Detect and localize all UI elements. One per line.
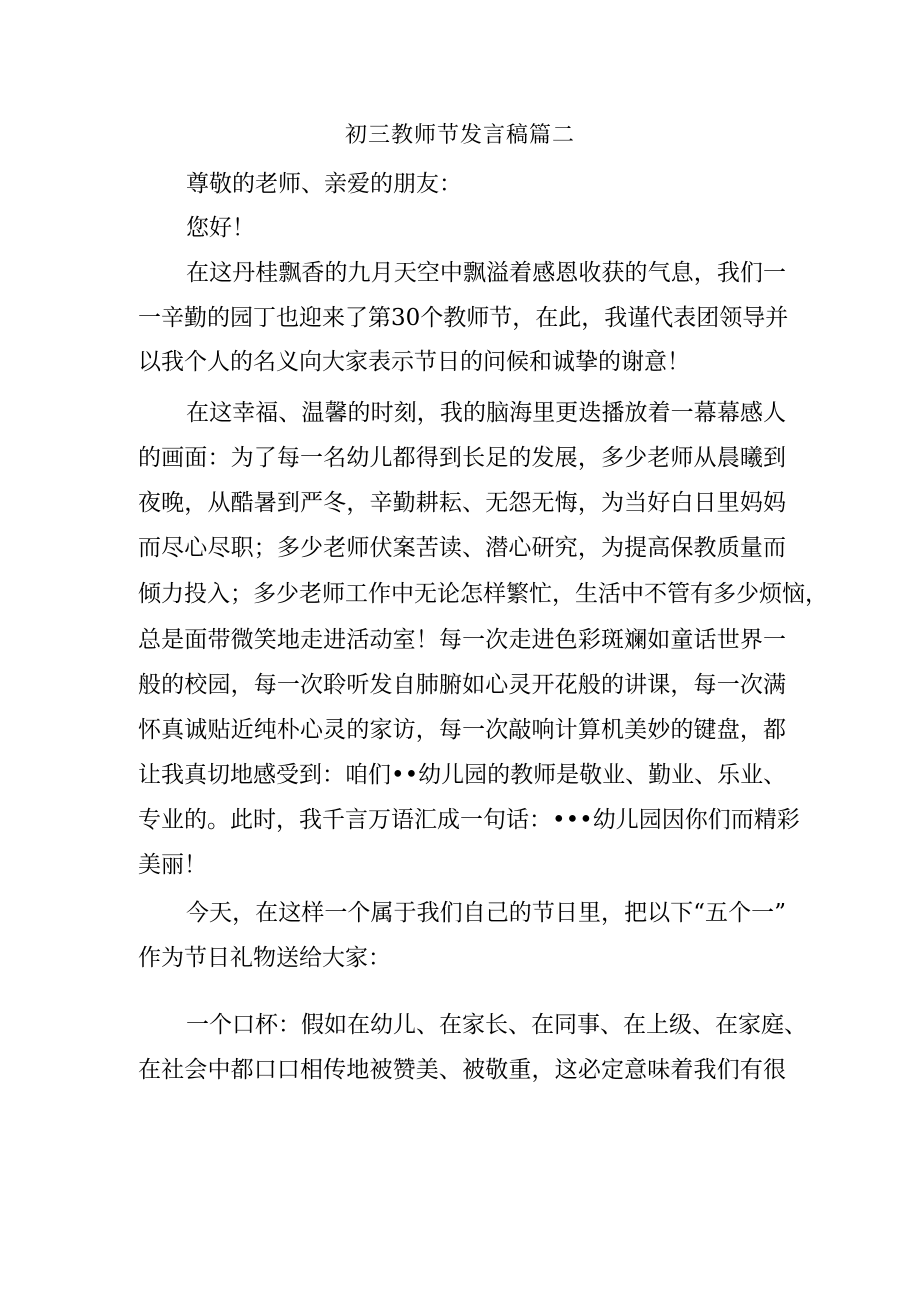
greeting: 您好！ xyxy=(186,215,255,241)
paragraph-line: 般的校园，每一次聆听发自肺腑如心灵开花般的讲课，每一次满 xyxy=(138,672,786,698)
salutation: 尊敬的老师、亲爱的朋友： xyxy=(186,171,462,197)
paragraph-line: 夜晚，从酷暑到严冬，辛勤耕耘、无怨无悔，为当好白日里妈妈 xyxy=(138,490,786,516)
paragraph-line: 而尽心尽职；多少老师伏案苦读、潜心研究，为提高保教质量而 xyxy=(138,535,786,561)
paragraph-line: 的画面：为了每一名幼儿都得到长足的发展，多少老师从晨曦到 xyxy=(138,445,786,471)
paragraph-line: 在这幸福、温馨的时刻，我的脑海里更迭播放着一幕幕感人 xyxy=(186,400,786,426)
paragraph-line: 总是面带微笑地走进活动室！每一次走进色彩斑斓如童话世界一 xyxy=(138,627,786,653)
paragraph-line: 作为节日礼物送给大家： xyxy=(138,945,391,971)
paragraph-line: 在社会中都口口相传地被赞美、被敬重，这必定意味着我们有很 xyxy=(138,1057,786,1083)
paragraph-line: 倾力投入；多少老师工作中无论怎样繁忙，生活中不管有多少烦恼， xyxy=(138,581,828,607)
paragraph-line: 在这丹桂飘香的九月天空中飘溢着感恩收获的气息，我们一 xyxy=(186,260,786,286)
paragraph-line: 美丽！ xyxy=(138,852,207,878)
paragraph-line: 一个口杯：假如在幼儿、在家长、在同事、在上级、在家庭、 xyxy=(186,1012,807,1038)
paragraph-line: 让我真切地感受到：咱们••幼儿园的教师是敬业、勤业、乐业、 xyxy=(138,762,787,788)
paragraph-line: 怀真诚贴近纯朴心灵的家访，每一次敲响计算机美妙的键盘，都 xyxy=(138,717,786,743)
paragraph-line: 专业的。此时，我千言万语汇成一句话：•••幼儿园因你们而精彩 xyxy=(138,807,800,833)
paragraph-line: 今天，在这样一个属于我们自己的节日里，把以下“五个一” xyxy=(186,900,786,926)
document-title: 初三教师节发言稿篇二 xyxy=(344,123,575,148)
paragraph-line: 一辛勤的园丁也迎来了第30个教师节，在此，我谨代表团领导并 xyxy=(138,305,789,331)
paragraph-line: 以我个人的名义向大家表示节日的问候和诚挚的谢意！ xyxy=(138,349,690,375)
